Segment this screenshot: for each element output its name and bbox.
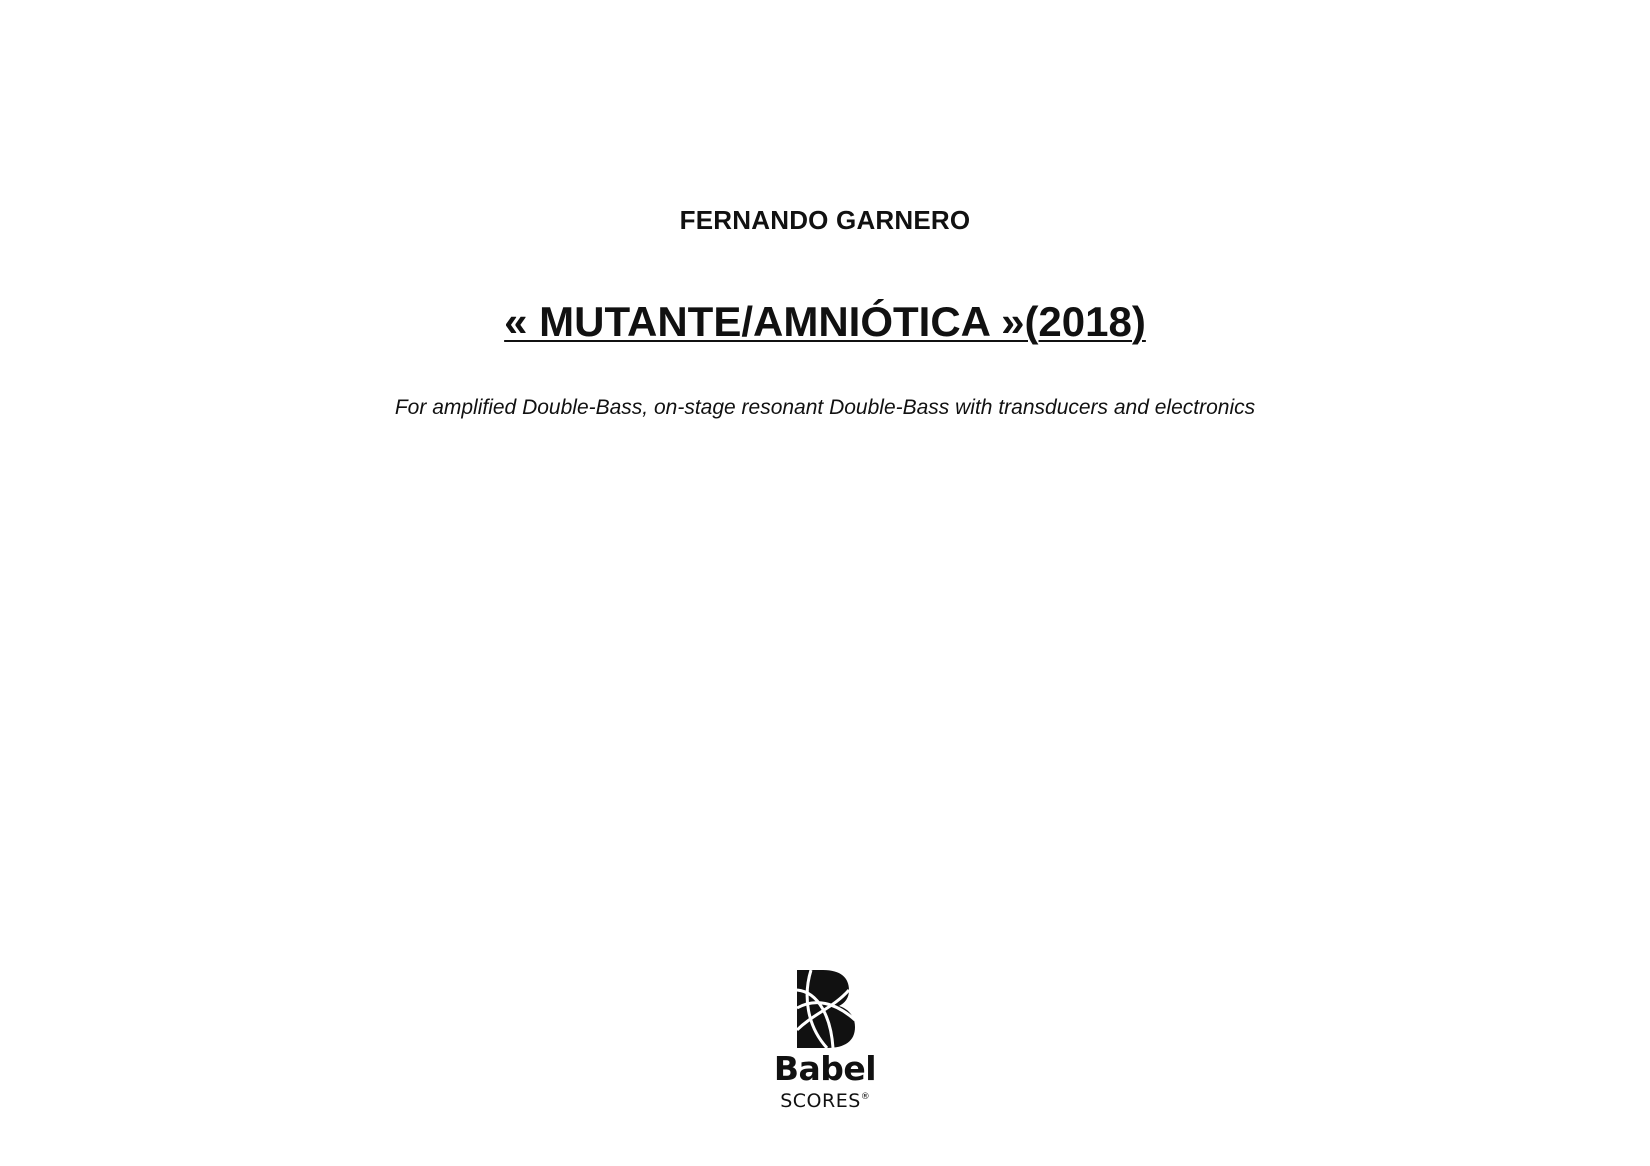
babel-scores-logo bbox=[773, 968, 877, 1116]
logo-sub-label: SCORES bbox=[780, 1090, 861, 1112]
logo-subtext bbox=[773, 1086, 877, 1112]
work-title-text: « MUTANTE/AMNIÓTICA »(2018) bbox=[504, 298, 1146, 345]
composer-name: FERNANDO GARNERO bbox=[679, 205, 971, 235]
babel-scores-b-mark-icon bbox=[793, 968, 859, 1050]
registered-mark: ® bbox=[860, 1092, 870, 1102]
logo-wordmark: Babel bbox=[773, 1049, 877, 1088]
instrumentation-subtitle: For amplified Double-Bass, on-stage resonant Double-Bass with transducers and electronics bbox=[394, 396, 1256, 419]
work-title bbox=[0, 298, 1650, 346]
